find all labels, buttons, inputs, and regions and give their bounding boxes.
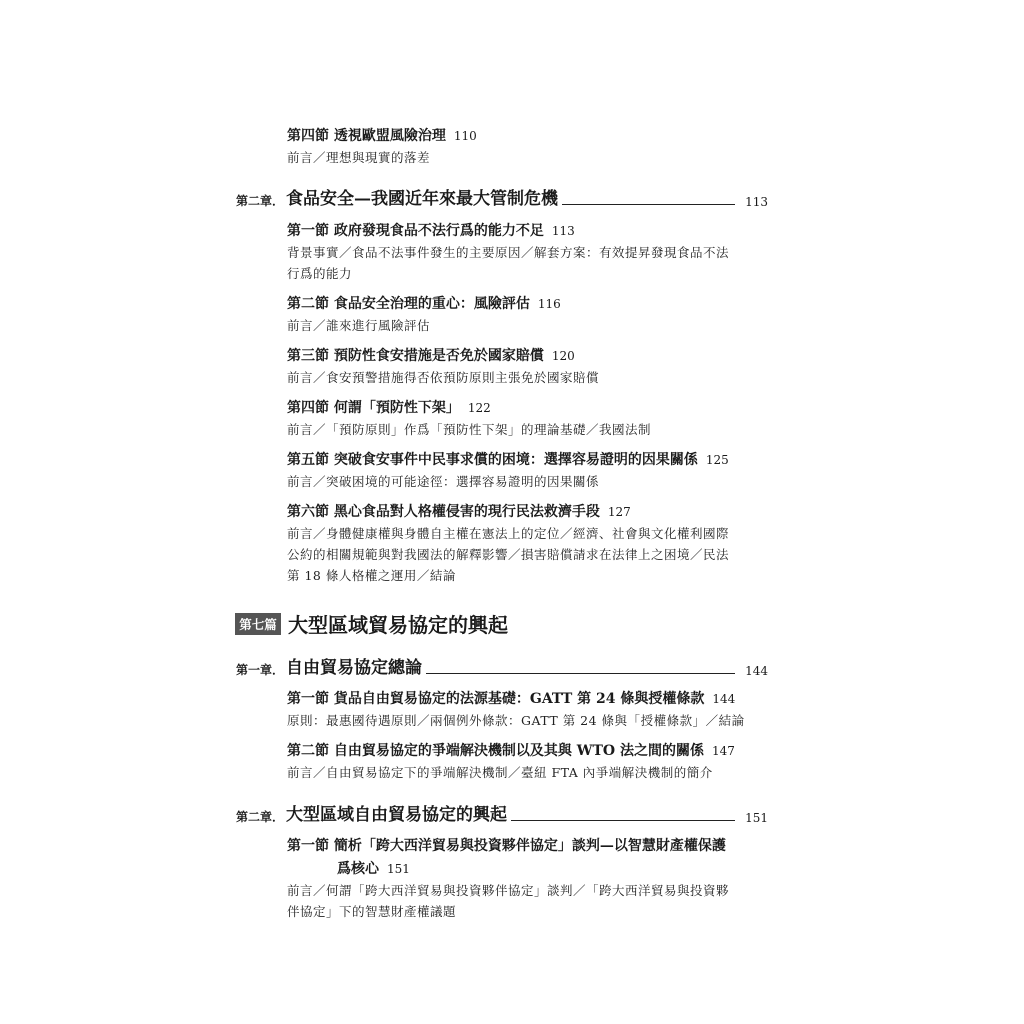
- toc-section-desc: 行爲的能力: [287, 266, 353, 281]
- section-title-text: 第四節 何謂「預防性下架」: [287, 400, 460, 416]
- toc-section-desc: 前言／自由貿易協定下的爭端解決機制／臺紐 FTA 內爭端解決機制的簡介: [287, 765, 713, 780]
- section-page-number: 151: [387, 862, 410, 876]
- section-page-number: 120: [551, 349, 575, 363]
- section-title-text: 第一節 貨品自由貿易協定的法源基礎：GATT 第 24 條與授權條款: [287, 691, 705, 707]
- section-title-text: 第二節 食品安全治理的重心：風險評估: [287, 296, 530, 312]
- toc-section-title[interactable]: [287, 740, 735, 760]
- toc-section-desc: 背景事實／食品不法事件發生的主要原因／解套方案：有效提昇發現食品不法: [287, 245, 730, 260]
- section-title-text: 第六節 黑心食品對人格權侵害的現行民法救濟手段: [287, 504, 600, 520]
- toc-section-desc: 前言／何謂「跨大西洋貿易與投資夥伴協定」談判／「跨大西洋貿易與投資夥: [287, 883, 730, 898]
- toc-section-title[interactable]: [287, 293, 561, 313]
- toc-chapter-row[interactable]: [236, 803, 768, 825]
- toc-section-title[interactable]: [287, 125, 477, 145]
- toc-section-title-cont: [337, 858, 410, 878]
- section-page-number: 122: [467, 401, 491, 415]
- toc-section-title[interactable]: 第一節 簡析「跨大西洋貿易與投資夥伴協定」談判—以智慧財產權保護: [287, 838, 726, 854]
- chapter-page-number: 113: [745, 195, 768, 209]
- section-page-number: 113: [551, 224, 575, 238]
- chapter-label: 第一章．: [236, 663, 285, 677]
- toc-section-desc: 公約的相關規範與對我國法的解釋影響／損害賠償請求在法律上之困境／民法: [287, 547, 730, 562]
- chapter-title: 大型區域自由貿易協定的興起: [286, 805, 508, 825]
- toc-section-title[interactable]: [287, 397, 491, 417]
- leader-line: [562, 203, 735, 205]
- toc-section-title[interactable]: [287, 220, 575, 240]
- section-title-text: 爲核心: [337, 861, 379, 877]
- toc-section-desc: 前言／突破困境的可能途徑：選擇容易證明的因果關係: [287, 474, 600, 489]
- toc-section-desc: 前言／「預防原則」作爲「預防性下架」的理論基礎／我國法制: [287, 422, 652, 437]
- toc-section-desc: 原則：最惠國待遇原則／兩個例外條款：GATT 第 24 條與「授權條款」／結論: [287, 713, 745, 728]
- section-title-text: 第一節 政府發現食品不法行爲的能力不足: [287, 223, 544, 239]
- section-title-text: 第三節 預防性食安措施是否免於國家賠償: [287, 348, 544, 364]
- toc-section-desc: 前言／身體健康權與身體自主權在憲法上的定位／經濟、社會與文化權利國際: [287, 526, 730, 541]
- chapter-label: 第二章．: [236, 194, 285, 208]
- part-title[interactable]: 大型區域貿易協定的興起: [288, 613, 508, 637]
- section-title-text: 第五節 突破食安事件中民事求償的困境：選擇容易證明的因果關係: [287, 452, 698, 468]
- section-page-number: 125: [705, 453, 729, 467]
- toc-section-desc: 前言／食安預警措施得否依預防原則主張免於國家賠償: [287, 370, 600, 385]
- section-page-number: 127: [607, 505, 631, 519]
- toc-section-title[interactable]: [287, 345, 575, 365]
- toc-chapter-row[interactable]: [236, 656, 768, 678]
- section-page-number: 116: [537, 297, 561, 311]
- section-page-number: 144: [712, 692, 736, 706]
- part-badge: 第七篇: [235, 613, 281, 635]
- chapter-label: 第二章．: [236, 810, 285, 824]
- chapter-title: 自由貿易協定總論: [286, 658, 423, 678]
- toc-section-desc: 第 18 條人格權之運用／結論: [287, 568, 456, 583]
- chapter-title: 食品安全—我國近年來最大管制危機: [286, 189, 559, 209]
- section-title-text: 第四節 透視歐盟風險治理: [287, 128, 446, 144]
- toc-chapter-row[interactable]: [236, 187, 768, 209]
- toc-section-title[interactable]: [287, 501, 631, 521]
- toc-section-title[interactable]: [287, 449, 729, 469]
- leader-line: [511, 819, 735, 821]
- section-title-text: 第二節 自由貿易協定的爭端解決機制以及其與 WTO 法之間的關係: [287, 743, 704, 759]
- toc-section-desc: 前言／理想與現實的落差: [287, 150, 431, 165]
- section-page-number: 147: [711, 744, 735, 758]
- chapter-page-number: 151: [745, 811, 768, 825]
- leader-line: [426, 672, 735, 674]
- toc-section-title[interactable]: [287, 688, 735, 708]
- chapter-page-number: 144: [745, 664, 768, 678]
- toc-section-desc: 伴協定」下的智慧財產權議題: [287, 904, 457, 919]
- toc-section-desc: 前言／誰來進行風險評估: [287, 318, 431, 333]
- section-page-number: 110: [453, 129, 477, 143]
